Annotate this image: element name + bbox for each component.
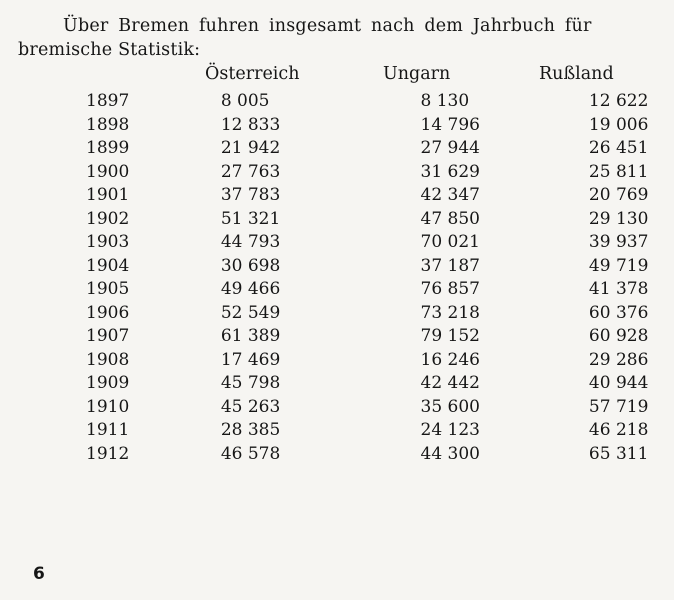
hungary-cell: 44 300 [420,443,480,464]
russia-cell: 39 937 [588,232,649,252]
table-row [0,90,674,114]
russia-cell: 57 719 [588,396,649,417]
hungary-cell: 42 442 [420,373,480,393]
austria-cell: 49 466 [220,279,281,299]
hungary-cell: 35 600 [420,396,480,417]
year-cell: 1909 [86,373,130,393]
page-number: 6 [33,564,45,584]
hungary-cell: 37 187 [420,255,480,276]
year-cell: 1899 [86,138,130,158]
intro-paragraph [18,14,668,62]
austria-cell: 27 763 [220,161,281,182]
table-row [0,255,674,279]
table-row [0,231,674,255]
year-cell: 1905 [86,279,130,299]
russia-cell: 41 378 [588,279,649,299]
table-row [0,161,674,185]
column-header-austria: Österreich [205,64,300,84]
austria-cell: 21 942 [220,138,281,158]
year-cell: 1912 [86,443,130,464]
hungary-cell: 42 347 [420,185,480,205]
emigration-table [0,90,674,466]
austria-cell: 52 549 [220,302,281,323]
table-row [0,372,674,396]
hungary-cell: 27 944 [420,138,480,158]
hungary-cell: 24 123 [420,420,480,440]
austria-cell: 37 783 [220,185,281,205]
table-row [0,278,674,302]
table-row [0,137,674,161]
column-header-russia: Rußland [539,64,614,84]
austria-cell: 8 005 [220,91,270,111]
year-cell: 1906 [86,302,130,323]
austria-cell: 61 389 [220,326,281,346]
russia-cell: 49 719 [588,255,649,276]
year-cell: 1907 [86,326,130,346]
table-row [0,302,674,326]
russia-cell: 20 769 [588,185,649,205]
year-cell: 1904 [86,255,130,276]
austria-cell: 12 833 [220,114,281,135]
year-cell: 1903 [86,232,130,252]
hungary-cell: 16 246 [420,349,480,370]
russia-cell: 60 376 [588,302,649,323]
austria-cell: 28 385 [220,420,281,440]
hungary-cell: 79 152 [420,326,480,346]
russia-cell: 65 311 [588,443,649,464]
year-cell: 1902 [86,208,130,229]
hungary-cell: 73 218 [420,302,480,323]
year-cell: 1910 [86,396,130,417]
hungary-cell: 70 021 [420,232,480,252]
hungary-cell: 14 796 [420,114,480,135]
russia-cell: 29 286 [588,349,649,370]
table-row [0,325,674,349]
table-row [0,349,674,373]
austria-cell: 45 798 [220,373,281,393]
year-cell: 1911 [86,420,130,440]
year-cell: 1898 [86,114,130,135]
austria-cell: 45 263 [220,396,281,417]
table-row [0,443,674,467]
hungary-cell: 31 629 [420,161,480,182]
table-row [0,419,674,443]
russia-cell: 19 006 [588,114,649,135]
intro-line-2: bremische Statistik: [18,40,201,60]
intro-line-1: Über Bremen fuhren insgesamt nach dem Jahrbuch für [63,16,592,36]
year-cell: 1908 [86,349,130,370]
russia-cell: 60 928 [588,326,649,346]
austria-cell: 44 793 [220,232,281,252]
table-row [0,208,674,232]
table-body [0,90,674,466]
year-cell: 1901 [86,185,130,205]
hungary-cell: 47 850 [420,208,480,229]
austria-cell: 17 469 [220,349,281,370]
russia-cell: 12 622 [588,91,649,111]
russia-cell: 40 944 [588,373,649,393]
russia-cell: 29 130 [588,208,649,229]
year-cell: 1897 [86,91,130,111]
table-row [0,396,674,420]
austria-cell: 46 578 [220,443,281,464]
column-header-hungary: Ungarn [383,64,451,84]
austria-cell: 51 321 [220,208,281,229]
russia-cell: 25 811 [588,161,649,182]
table-row [0,184,674,208]
austria-cell: 30 698 [220,255,281,276]
hungary-cell: 8 130 [420,91,470,111]
table-row [0,114,674,138]
year-cell: 1900 [86,161,130,182]
russia-cell: 46 218 [588,420,649,440]
hungary-cell: 76 857 [420,279,480,299]
russia-cell: 26 451 [588,138,649,158]
